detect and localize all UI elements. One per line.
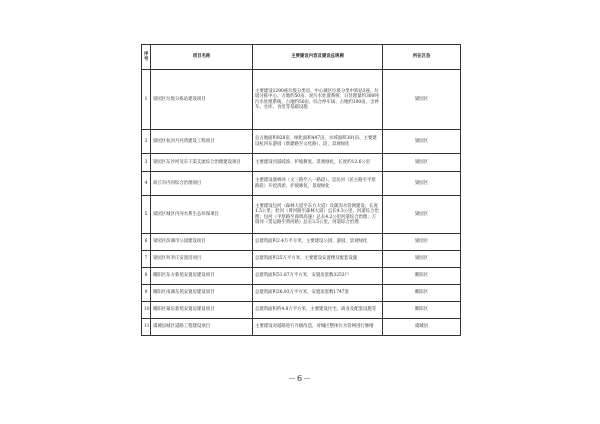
row-content: 总建筑面积25万平方米，主要建设安置楼及配套设施 [253, 251, 383, 268]
table-row [142, 251, 461, 268]
row-index: 11 [142, 319, 151, 336]
table-row [142, 172, 461, 196]
row-project-name: 梁园区杭河月亮湾建设工程项目 [151, 130, 253, 154]
row-index: 1 [142, 70, 151, 130]
row-project-name: 梁园区城区内河水系生态环保项目 [151, 196, 253, 234]
row-content: 主要建设1290座垃圾分类房、中心城区垃圾分类中转站3座、垃圾分拣中心、占地约50亩、泥污水处置系统：日处理量约300吨污水处理系统，占地约50亩、综合停车场、占地约100亩，含停车、仓库、食堂等基础设施 [253, 70, 383, 130]
table-row [142, 302, 461, 319]
table-row [142, 234, 461, 251]
table-row [142, 268, 461, 285]
table-row [142, 196, 461, 234]
table-row [142, 154, 461, 172]
row-district: 梁园区 [383, 172, 461, 196]
row-content: 总建筑面积2.4万平方米，主要建设公园、游园，景观绿化 [253, 234, 383, 251]
row-index: 10 [142, 302, 151, 319]
row-district: 睢阳区 [383, 268, 461, 285]
row-content: 总建筑面积51.87万平方米，安置房套数3253户 [253, 268, 383, 285]
row-district: 梁园区 [383, 154, 461, 172]
row-index: 5 [142, 196, 151, 234]
row-district: 梁园区 [383, 196, 461, 234]
row-district: 睢阳区 [383, 285, 461, 302]
row-index: 8 [142, 268, 151, 285]
row-project-name: 商丘市内河综合治理项目 [151, 172, 253, 196]
row-district: 梁园区 [383, 234, 461, 251]
row-district: 梁园区 [383, 70, 461, 130]
row-district: 梁园区 [383, 130, 461, 154]
table-row [142, 70, 461, 130]
row-content: 总占地面积828亩，绿化面积447亩，水域面积381亩、主要建设杭河东游园（新建路至文化路）、段，景观绿化 [253, 130, 383, 154]
row-content: 主要建设康林河（文三路至八一路段）、忠民河（民主路至平原路段）开挖清淤、护坡修复，景观绿化 [253, 172, 383, 196]
row-project-name: 梁园区滨湖市公园建设项目 [151, 234, 253, 251]
table-header-row [142, 45, 461, 70]
table-row [142, 130, 461, 154]
project-table [141, 44, 461, 336]
row-index: 6 [142, 234, 151, 251]
page-number: －6－ [287, 374, 313, 383]
row-index: 7 [142, 251, 151, 268]
row-district: 虞城县 [383, 319, 461, 336]
header-index: 序号 [142, 45, 151, 70]
row-index: 4 [142, 172, 151, 196]
row-project-name: 睢阳区南湖东苑安置房建设项目 [151, 285, 253, 302]
row-project-name: 梁园区垃圾分拣站建设项目 [151, 70, 253, 130]
row-project-name: 虞城县城区道路工程建设项目 [151, 319, 253, 336]
table-row [142, 285, 461, 302]
row-index: 2 [142, 130, 151, 154]
row-project-name: 梁园区何李庄安置房项目 [151, 251, 253, 268]
row-project-name: 睢阳区蒙乐新苑安置房建设项目 [151, 302, 253, 319]
row-content: 主要建设河道疏浚、护坡修复、景观绿化，长度约12.6公里 [253, 154, 383, 172]
table-row [142, 319, 461, 336]
row-project-name: 睢阳区东方新苑安置房建设项目 [151, 268, 253, 285]
row-project-name: 梁园区东沙河及东干渠支流综合治理建设项目 [151, 154, 253, 172]
row-content: 总建筑面积26.93万平方米，安置房套数1747套 [253, 285, 383, 302]
row-content: 主要建设对道路进行升级改造，对城区整体污水管网进行修缮 [253, 319, 383, 336]
row-content: 主要建设包河（森林大道至东方大道）及陇沟水管网建设，长度1.5公里；杜河（黄河路至森林大道）总长4.3公里，河道综合治理；包河（平原路至商周高速）总长4.2公里河道综合治理；万瑞河（货运路至黄河路）总长3.5公里，河道综合治理 [253, 196, 383, 234]
row-content: 总建筑面积约4.8万平方米，主要建设住宅、商业及配套设施等 [253, 302, 383, 319]
header-district: 所在区县 [383, 45, 461, 70]
row-index: 9 [142, 285, 151, 302]
header-name: 项目名称 [151, 45, 253, 70]
row-district: 睢阳区 [383, 302, 461, 319]
row-index: 3 [142, 154, 151, 172]
header-content: 主要建设内容及建设总规模 [253, 45, 383, 70]
row-district: 梁园区 [383, 251, 461, 268]
